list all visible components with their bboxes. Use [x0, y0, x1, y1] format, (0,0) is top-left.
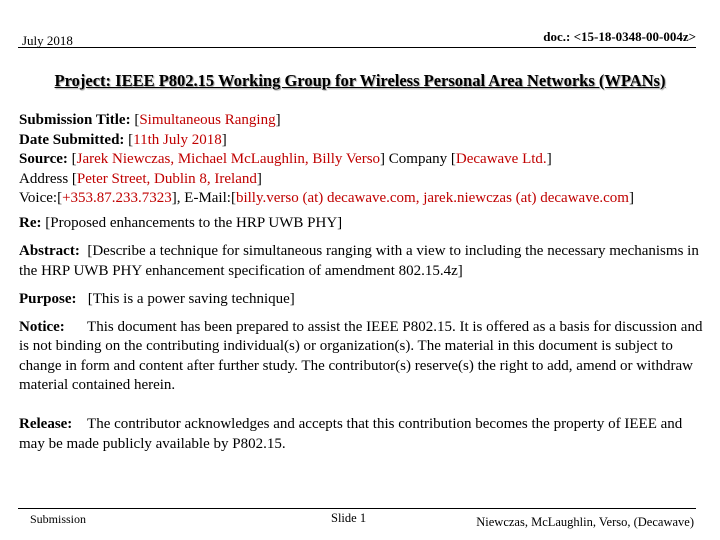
header-divider: [18, 47, 696, 48]
page-title: Project: IEEE P802.15 Working Group for Wireless Personal Area Networks (WPANs): [54, 71, 666, 90]
company-value: Decawave Ltd.: [455, 151, 547, 167]
abstract-text: [Describe a technique for simultaneous ranging with a view to including the necessary mechanisms in the HRP UWB PHY enhancement specification of amendment 802.15.4z]: [19, 243, 699, 279]
email-label: E-Mail:: [184, 190, 231, 206]
footer-submission: Submission: [30, 512, 87, 526]
address-value: Peter Street, Dublin 8, Ireland: [76, 170, 257, 187]
release-text: The contributor acknowledges and accepts that this contribution becomes the property of IEEE and may be made publicly available by P802.15.: [19, 416, 683, 452]
re-label: Re:: [19, 214, 42, 231]
date-submitted-value: 11th July 2018: [133, 131, 222, 148]
footer-divider: [18, 508, 696, 509]
purpose-label: Purpose:: [19, 291, 77, 307]
submission-title-value: Simultaneous Ranging: [139, 112, 276, 128]
footer-slide-number: Slide 1: [331, 511, 367, 525]
notice-text: This document has been prepared to assist the IEEE P802.15. It is offered as a basis for discussion and is not binding on the contributing individual(s) or organization(s). The material in this document is subject to change in form and content after further study. The contributor(s) reserve(s) the right to add, amend or withdraw material contained herein.: [19, 318, 703, 393]
spacer: [19, 281, 704, 290]
notice-paragraph: [19, 318, 704, 396]
abstract-paragraph: [19, 242, 704, 281]
release-paragraph: [19, 415, 704, 454]
notice-label: Notice:: [19, 318, 65, 335]
header-date: July 2018: [22, 33, 73, 48]
source-value: Jarek Niewczas, Michael McLaughlin, Billy Verso: [76, 151, 381, 167]
company-label: Company: [388, 151, 448, 167]
submission-body: [19, 111, 704, 454]
header-doc-id: doc.: <15-18-0348-00-004z>: [543, 29, 696, 44]
footer-authors: Niewczas, McLaughlin, Verso, (Decawave): [476, 515, 694, 529]
address-line: Address [Peter Street, Dublin 8, Ireland]: [19, 170, 262, 187]
release-label: Release:: [19, 416, 73, 432]
address-label: Address: [19, 170, 69, 187]
voice-label: Voice:: [19, 190, 58, 206]
submission-title-label: Submission Title:: [19, 112, 131, 128]
submission-title-line: Submission Title: [Simultaneous Ranging]: [19, 112, 281, 128]
spacer: [19, 233, 704, 242]
source-line: Source: [Jarek Niewczas, Michael McLaughlin, Billy Verso] Company [Decawave Ltd.]: [19, 151, 552, 167]
source-label: Source:: [19, 151, 68, 167]
spacer: [19, 396, 704, 416]
contact-line: Voice:[+353.87.233.7323], E-Mail:[billy.verso (at) decawave.com, jarek.niewczas (at) decawave.com]: [19, 190, 634, 206]
date-submitted-label: Date Submitted:: [19, 131, 125, 148]
re-text: [Proposed enhancements to the HRP UWB PHY]: [45, 214, 343, 231]
purpose-text: [This is a power saving technique]: [87, 291, 295, 307]
voice-value: +353.87.233.7323: [62, 190, 172, 206]
date-submitted-line: Date Submitted: [11th July 2018]: [19, 131, 227, 148]
re-line: [19, 214, 704, 234]
abstract-label: Abstract:: [19, 243, 80, 259]
email-value: billy.verso (at) decawave.com, jarek.niewczas (at) decawave.com: [235, 190, 629, 206]
spacer: [19, 310, 704, 318]
purpose-line: [19, 290, 704, 310]
